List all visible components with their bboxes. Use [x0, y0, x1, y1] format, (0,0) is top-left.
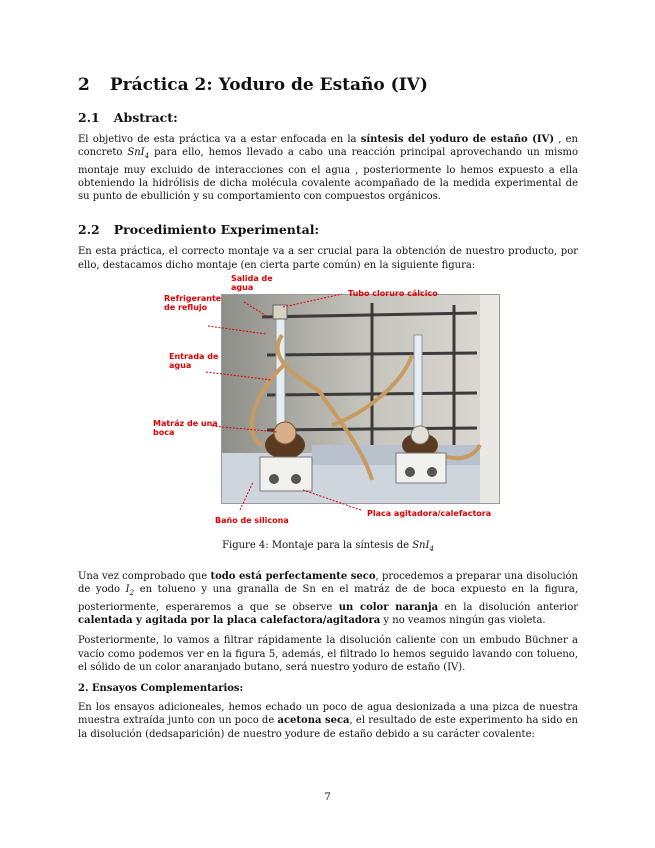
abstract-bold-synthesis: síntesis del yoduro de estaño (IV) [360, 134, 555, 145]
figure-4 [78, 272, 578, 534]
abstract-title: Abstract: [113, 110, 178, 125]
section-heading [78, 74, 578, 96]
label-salida-agua: Salida de agua [231, 274, 273, 293]
procedure-intro: En esta práctica, el correcto montaje va a ser crucial para la obtención de nuestro producto, por ello, destacamos dicho montaje (en cierta parte común) en la siguiente figura: [78, 246, 578, 271]
section-title: Práctica 2: Yoduro de Estaño (IV) [109, 75, 428, 95]
procedure-title: Procedimiento Experimental: [113, 222, 320, 238]
formula-sni4: SnI$_4$ [127, 147, 150, 161]
abstract-heading [78, 110, 578, 126]
procedure-paragraph-2: Una vez comprobado que todo está perfectamente seco, procedemos a preparar una disolución de yodo $I_2$ en tolueno y una granalla de Sn en el matráz de de boca expuesto en la figura, posteriormente, esperaremos a que se observe un color naranja en la disolución anterior calentada y agitada por la placa calefactora/agitadora y no veamos ningún gas violeta. [78, 571, 578, 626]
figure-caption: Figure 4: Montaje para la síntesis de SnI$_4$ [222, 540, 434, 554]
page-number: 7 [324, 792, 331, 803]
procedure-number: 2.2 [78, 222, 100, 238]
label-bano-silicona: Baño de silicona [215, 516, 289, 526]
label-tubo-cloruro: Tubo cloruro cálcico [348, 289, 438, 299]
procedure-paragraph-3: Posteriormente, lo vamos a filtrar rápidamente la disolución caliente con un embudo Büchner a vacío como podemos ver en la figura 5, además, el filtrado lo hemos seguido lavando con tolueno, el sólido de un color anaranjado butano, será nuestro yoduro de estaño (IV). [78, 635, 578, 673]
figure-annotation-arrows [78, 272, 578, 534]
label-matraz: Matráz de una boca [153, 419, 218, 438]
label-refrigerante: Refrigerante de reflujo [164, 294, 222, 313]
complementary-heading: 2. Ensayos Complementarios: [78, 683, 244, 695]
abstract-paragraph: El objetivo de esta práctica va a estar enfocada en la síntesis del yoduro de estaño (IV) , en concreto SnI$_4$ para ello, hemos llevado a cabo una reacción principal aprovechando un mismo montaje muy excluido de interacciones con el agua , posteriormente lo hemos expuesto a ella obteniendo la hidrólisis de dicha molécula covalente acompañado de la medida experimental de su punto de ebullición y su comportamiento con compuestos orgánicos. [78, 134, 579, 203]
section-number: 2 [78, 75, 90, 95]
abstract-number: 2.1 [78, 110, 100, 125]
label-entrada-agua: Entrada de agua [169, 352, 219, 371]
procedure-heading [78, 222, 578, 238]
label-placa: Placa agitadora/calefactora [367, 509, 492, 519]
complementary-paragraph: En los ensayos adicioneales, hemos echado un poco de agua desionizada a una pizca de nuestra muestra extraída junto con un poco de acetona seca, el resultado de este experimento ha sido en la disolución (dedsaparición) de nuestro yodure de estaño debido a su carácter covalente: [78, 702, 578, 740]
page-content [78, 74, 578, 741]
